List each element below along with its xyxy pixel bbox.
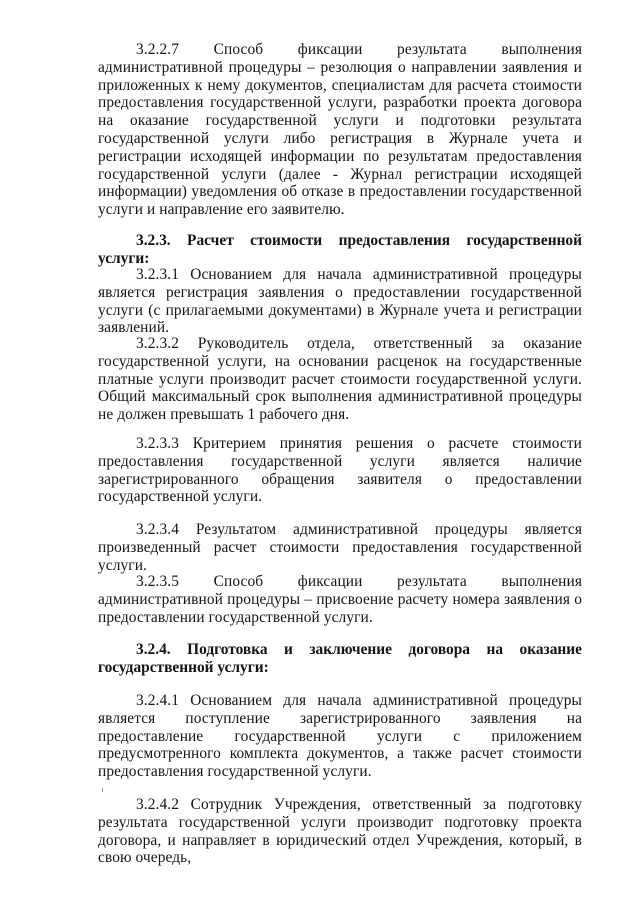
paragraph-3-2-4-2: 3.2.4.2 Сотрудник Учреждения, ответственный за подготовку результата государственной услуги производит подготовку проекта договора, и направляет в юридический отдел Учреждения, который, в свою очередь, <box>98 796 582 867</box>
paragraph-3-2-2-7: 3.2.2.7 Способ фиксации результата выполнения административной процедуры – резолюция о направлении заявления и приложенных к нему документов, специалистам для расчета стоимости предоставления государственной услуги, разработки проекта договора на оказание государственной услуги и подготовки результата государственной услуги либо регистрация в Журнале учета и регистрации исходящей информации по результатам предоставления государственной услуги (далее - Журнал регистрации исходящей информации) уведомления об отказе в предоставлении государственной услуги и направление его заявителю. <box>98 41 582 219</box>
paragraph-3-2-3-4: 3.2.3.4 Результатом административной процедуры является произведенный расчет стоимости предоставления государственной услуги. <box>98 521 582 574</box>
paragraph-3-2-3-2: 3.2.3.2 Руководитель отдела, ответственный за оказание государственной услуги, на основании расценок на государственные платные услуги производит расчет стоимости государственной услуги. Общий максимальный срок выполнения административной процедуры не должен превышать 1 рабочего дня. <box>98 335 582 424</box>
heading-3-2-4: 3.2.4. Подготовка и заключение договора на оказание государственной услуги: <box>98 641 582 676</box>
paragraph-3-2-3-1: 3.2.3.1 Основанием для начала административной процедуры является регистрация заявления о предоставлении государственной услуги (с прилагаемыми документами) в Журнале учета и регистрации заявлений. <box>98 266 582 337</box>
heading-3-2-3: 3.2.3. Расчет стоимости предоставления государственной услуги: <box>98 232 582 267</box>
paragraph-3-2-3-3: 3.2.3.3 Критерием принятия решения о расчете стоимости предоставления государственной услуги является наличие зарегистрированного обращения заявителя о предоставлении государственной услуги. <box>98 435 582 506</box>
paragraph-3-2-4-1: 3.2.4.1 Основанием для начала административной процедуры является поступление зарегистрированного заявления на предоставление государственной услуги с приложением предусмотренного комплекта документов, а также расчет стоимости предоставления государственной услуги. <box>98 692 582 781</box>
paragraph-3-2-3-5: 3.2.3.5 Способ фиксации результата выполнения административной процедуры – присвоение расчету номера заявления о предоставлении государственной услуги. <box>98 573 582 626</box>
scan-mark <box>102 788 106 792</box>
